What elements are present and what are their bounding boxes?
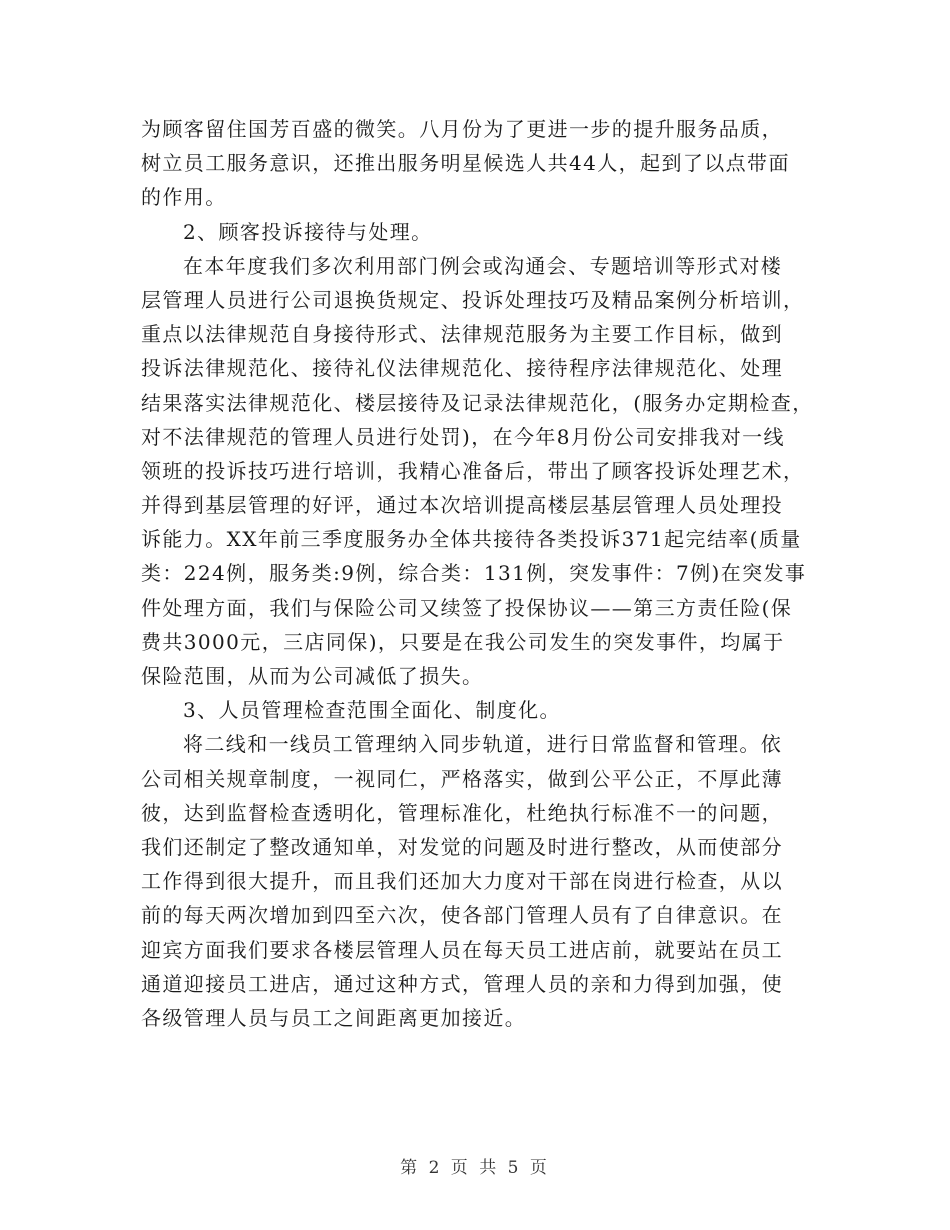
text-line: 为顾客留住国芳百盛的微笑。八月份为了更进一步的提升服务品质，	[141, 117, 783, 141]
text-line: 2、顾客投诉接待与处理。	[183, 219, 433, 244]
text-line: 工作得到很大提升，而且我们还加大力度对干部在岗进行检查，从以	[141, 869, 783, 894]
text-line: 通道迎接员工进店，通过这种方式，管理人员的亲和力得到加强，使	[141, 971, 783, 996]
text-line: 在本年度我们多次利用部门例会或沟通会、专题培训等形式对楼	[183, 253, 783, 278]
document-body	[141, 112, 841, 1035]
text-line: 对不法律规范的管理人员进行处罚)，在今年8月份公司安排我对一线	[141, 424, 785, 449]
text-line: 前的每天两次增加到四至六次，使各部门管理人员有了自律意识。在	[141, 903, 783, 928]
text-line: 并得到基层管理的好评，通过本次培训提高楼层基层管理人员处理投	[141, 493, 783, 518]
text-line: 诉能力。XX年前三季度服务办全体共接待各类投诉371起完结率(质量	[141, 527, 802, 552]
text-line: 树立员工服务意识，还推出服务明星候选人共44人，起到了以点带面	[141, 151, 790, 176]
text-line: 的作用。	[141, 185, 227, 210]
text-line: 层管理人员进行公司退换货规定、投诉处理技巧及精品案例分析培训，	[141, 287, 805, 312]
text-line: 3、人员管理检查范围全面化、制度化。	[183, 698, 561, 723]
text-line: 将二线和一线员工管理纳入同步轨道，进行日常监督和管理。依	[183, 732, 783, 757]
text-line: 重点以法律规范自身接待形式、法律规范服务为主要工作目标，做到	[141, 322, 783, 347]
text-line: 结果落实法律规范化、楼层接待及记录法律规范化，(服务办定期检查，	[141, 390, 814, 415]
page-footer: 第 2 页 共 5 页	[400, 1158, 550, 1178]
text-line: 各级管理人员与员工之间距离更加接近。	[141, 1005, 527, 1030]
text-line: 领班的投诉技巧进行培训，我精心准备后，带出了顾客投诉处理艺术，	[141, 458, 805, 483]
text-line: 费共3000元，三店同保)，只要是在我公司发生的突发事件，均属于	[141, 629, 785, 654]
text-line: 保险范围，从而为公司减低了损失。	[141, 664, 484, 688]
text-line: 类：224例，服务类:9例，综合类：131例，突发事件：7例)在突发事	[141, 561, 807, 586]
text-line: 投诉法律规范化、接待礼仪法律规范化、接待程序法律规范化、处理	[141, 356, 783, 381]
text-line: 我们还制定了整改通知单，对发觉的问题及时进行整改，从而使部分	[141, 834, 783, 859]
text-line: 件处理方面，我们与保险公司又续签了投保协议——第三方责任险(保	[141, 595, 793, 620]
text-line: 公司相关规章制度，一视同仁，严格落实，做到公平公正，不厚此薄	[141, 766, 783, 791]
text-line: 彼，达到监督检查透明化，管理标准化，杜绝执行标准不一的问题，	[141, 800, 783, 825]
text-line: 迎宾方面我们要求各楼层管理人员在每天员工进店前，就要站在员工	[141, 937, 783, 962]
